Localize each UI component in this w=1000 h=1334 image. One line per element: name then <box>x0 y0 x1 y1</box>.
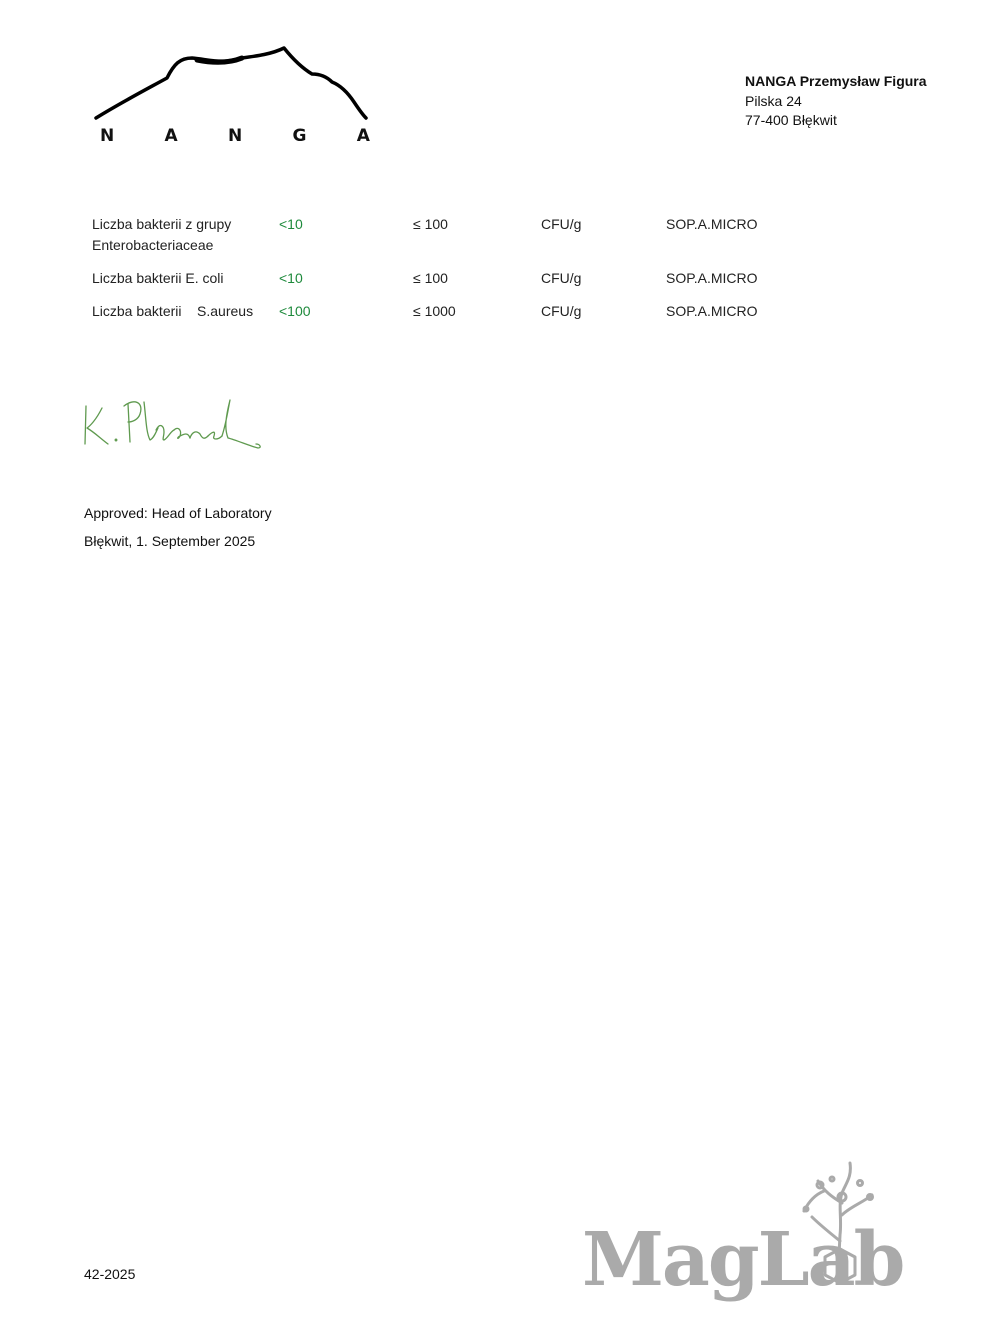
address-street: Pilska 24 <box>745 92 802 109</box>
place-date: Błękwit, 1. September 2025 <box>84 533 256 549</box>
method-cell: SOP.A.MICRO <box>666 216 758 232</box>
document-number: 42-2025 <box>84 1266 136 1282</box>
company-address <box>745 72 927 131</box>
parameter-cell: Liczba bakterii S.aureus <box>92 303 254 319</box>
maglab-logo <box>580 1155 930 1320</box>
result-cell: <100 <box>279 303 311 319</box>
result-cell: <10 <box>279 270 303 286</box>
table-row <box>84 210 784 264</box>
results-table <box>84 210 784 330</box>
logo-letter: A <box>164 126 178 146</box>
logo-wordmark <box>100 126 370 146</box>
logo-letter: G <box>292 126 307 146</box>
nanga-logo <box>92 44 372 154</box>
address-city: 77-400 Błękwit <box>745 112 837 128</box>
limit-cell: ≤ 1000 <box>413 303 456 319</box>
method-cell: SOP.A.MICRO <box>666 303 758 319</box>
maglab-wordmark: MagLab <box>582 1217 904 1303</box>
unit-cell: CFU/g <box>541 270 582 286</box>
logo-letter: N <box>100 126 115 146</box>
company-name: NANGA Przemysław Figura <box>745 73 927 89</box>
limit-cell: ≤ 100 <box>413 270 448 286</box>
approval-line: Approved: Head of Laboratory <box>84 505 272 521</box>
logo-letter: A <box>356 126 370 146</box>
parameter-cell: Liczba bakterii E. coli <box>92 270 224 286</box>
parameter-cell: Liczba bakterii z grupy Enterobacteriaceae <box>92 216 232 253</box>
logo-letter: N <box>228 126 243 146</box>
signature <box>80 392 265 454</box>
method-cell: SOP.A.MICRO <box>666 270 758 286</box>
table-row <box>84 297 784 330</box>
unit-cell: CFU/g <box>541 216 582 232</box>
signature-icon <box>80 392 265 454</box>
table-row <box>84 264 784 297</box>
mountain-logo-icon <box>92 44 372 124</box>
result-cell: <10 <box>279 216 303 232</box>
unit-cell: CFU/g <box>541 303 582 319</box>
limit-cell: ≤ 100 <box>413 216 448 232</box>
